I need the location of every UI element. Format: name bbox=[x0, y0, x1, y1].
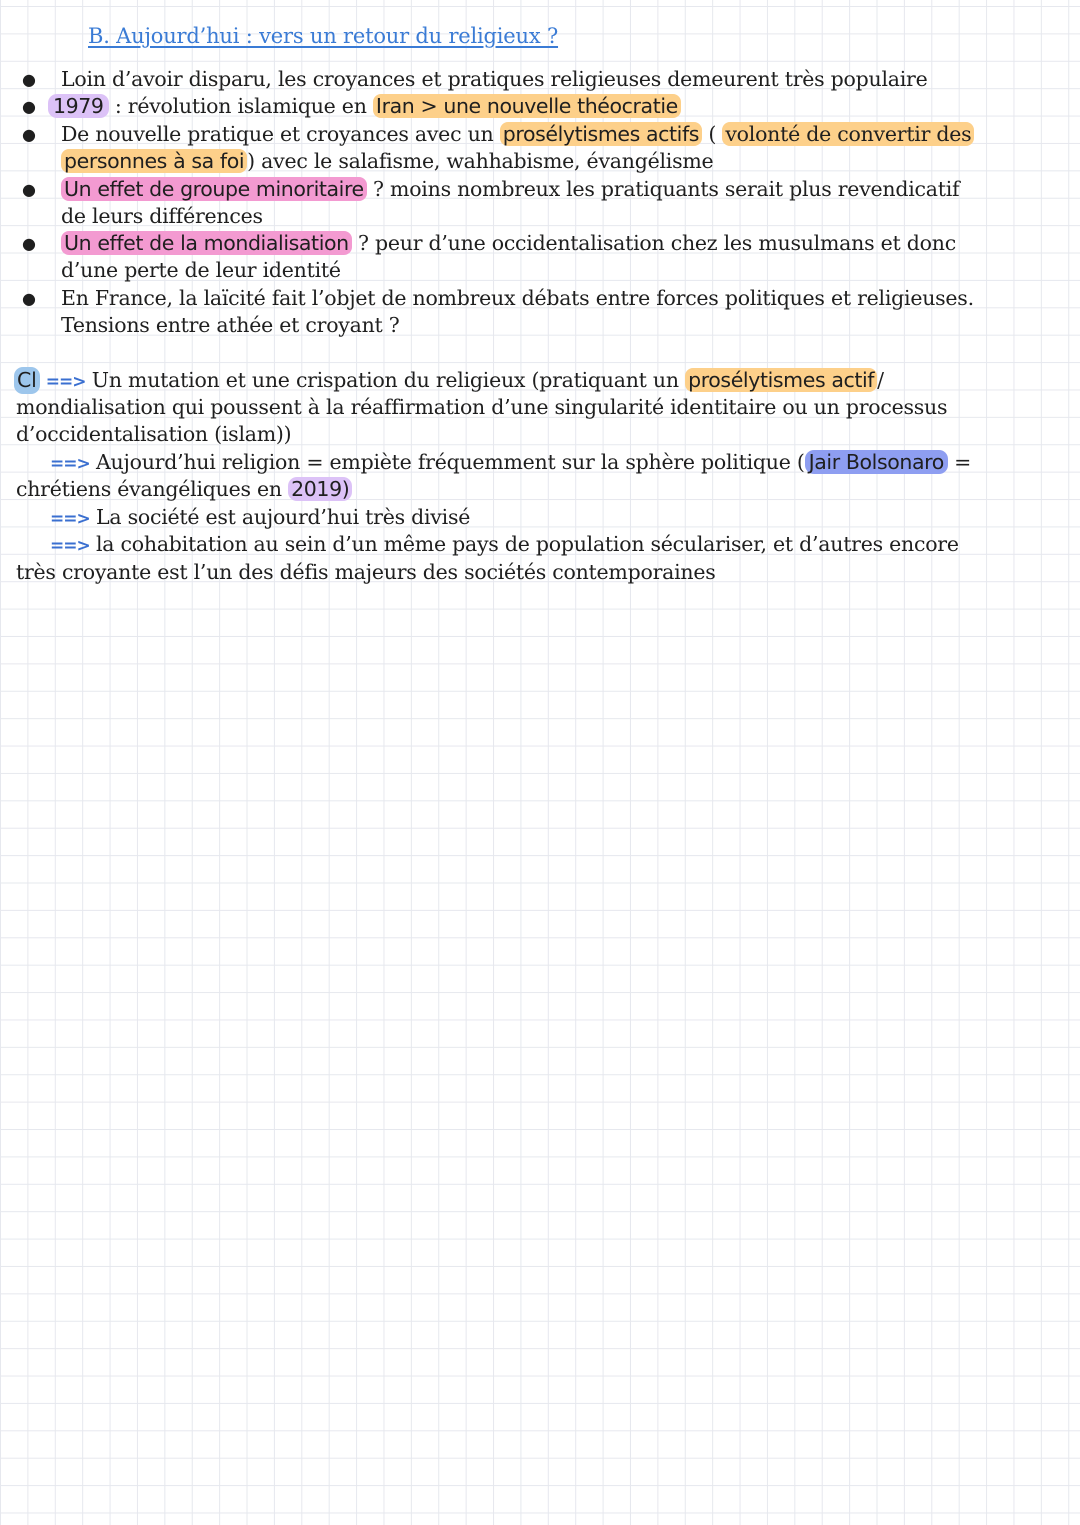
bullet-dot-icon: ● bbox=[22, 125, 36, 144]
conclusion-line-4: ==> Aujourd’hui religion = empiète fréquemment sur la sphère politique ( Jair Bolsonaro = bbox=[50, 450, 972, 474]
conclusion-line-8: très croyante est l’un des défis majeurs des sociétés contemporaines bbox=[16, 560, 716, 584]
bullet-dot-icon: ● bbox=[22, 234, 36, 253]
section-title: B. Aujourd’hui : vers un retour du religieux ? bbox=[88, 24, 559, 48]
highlight-year-1979: 1979 bbox=[48, 94, 109, 118]
conclusion-line-6: ==> La société est aujourd’hui très divisé bbox=[50, 505, 471, 529]
bullet-dot-icon: ● bbox=[22, 180, 36, 199]
double-arrow-icon: ==> bbox=[50, 536, 90, 556]
bullet-3: De nouvelle pratique et croyances avec un prosélytismes actifs ( volonté de convertir des bbox=[61, 121, 974, 148]
bullet-1: Loin d’avoir disparu, les croyances et pratiques religieuses demeurent très populaire bbox=[61, 67, 928, 91]
highlight-volonte: volonté de convertir des bbox=[722, 122, 974, 146]
highlight-proselytismes-actif: prosélytismes actif bbox=[685, 368, 877, 392]
highlight-groupe-minoritaire: Un effet de groupe minoritaire bbox=[61, 177, 367, 201]
highlight-proselytismes: prosélytismes actifs bbox=[500, 122, 702, 146]
bullet-3-line-2: personnes à sa foi ) avec le salafisme, wahhabisme, évangélisme bbox=[61, 148, 713, 175]
bullet-2: 1979 : révolution islamique en Iran > une nouvelle théocratie bbox=[48, 93, 681, 120]
conclusion-line-5: chrétiens évangéliques en 2019) bbox=[16, 476, 352, 503]
highlight-2019: 2019) bbox=[288, 477, 352, 501]
bullet-dot-icon: ● bbox=[22, 289, 36, 308]
bullet-4: Un effet de groupe minoritaire ? moins nombreux les pratiquants serait plus revendicatif bbox=[61, 176, 959, 203]
conclusion-line-2: mondialisation qui poussent à la réaffirmation d’une singularité identitaire ou un processus bbox=[16, 395, 948, 419]
bullet-5: Un effet de la mondialisation ? peur d’une occidentalisation chez les musulmans et donc bbox=[61, 230, 956, 257]
conclusion-line-3: d’occidentalisation (islam)) bbox=[16, 422, 292, 446]
bullet-6: En France, la laïcité fait l’objet de nombreux débats entre forces politiques et religieuses. bbox=[61, 286, 974, 310]
highlight-bolsonaro: Jair Bolsonaro bbox=[805, 450, 948, 474]
double-arrow-icon: ==> bbox=[50, 509, 90, 529]
highlight-foi: personnes à sa foi bbox=[61, 149, 247, 173]
bullet-dot-icon: ● bbox=[22, 70, 36, 89]
highlight-mondialisation: Un effet de la mondialisation bbox=[61, 231, 352, 255]
conclusion-badge: Cl bbox=[14, 367, 40, 394]
conclusion-line-7: ==> la cohabitation au sein d’un même pays de population séculariser, et d’autres encore bbox=[50, 532, 959, 556]
double-arrow-icon: ==> bbox=[50, 454, 90, 474]
bullet-4-line-2: de leurs différences bbox=[61, 204, 263, 228]
conclusion-line-1: Cl ==> Un mutation et une crispation du religieux (pratiquant un prosélytismes actif / bbox=[14, 367, 884, 396]
bullet-5-line-2: d’une perte de leur identité bbox=[61, 258, 341, 282]
bullet-dot-icon: ● bbox=[22, 97, 36, 116]
double-arrow-icon: ==> bbox=[45, 372, 86, 392]
highlight-iran: Iran > une nouvelle théocratie bbox=[373, 94, 681, 118]
bullet-6-line-2: Tensions entre athée et croyant ? bbox=[61, 313, 400, 337]
